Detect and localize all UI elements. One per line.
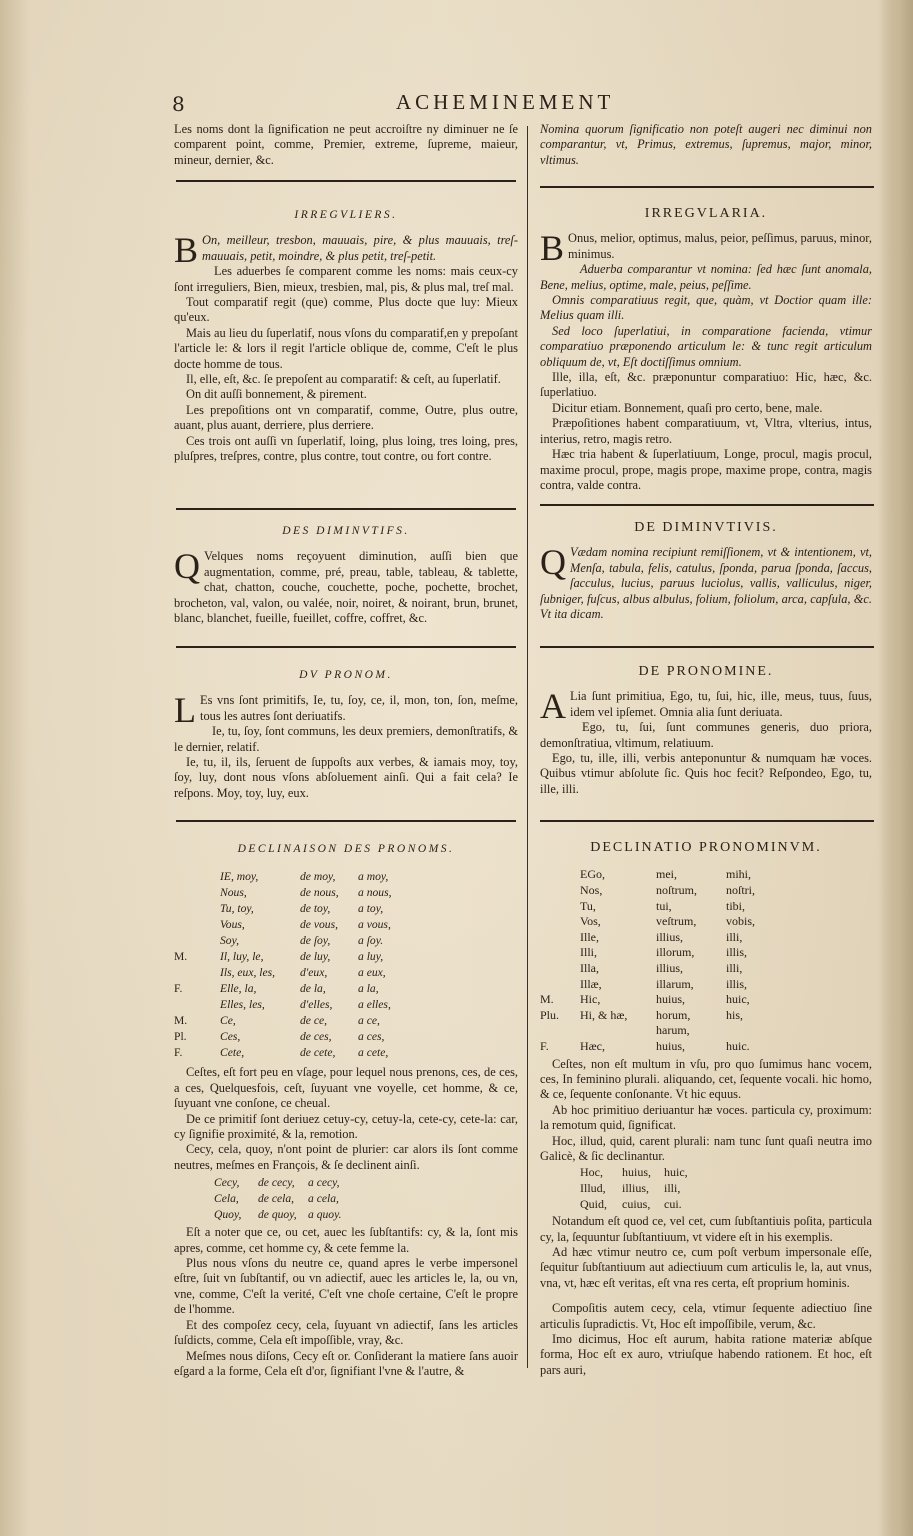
declension-form: a moy, xyxy=(358,870,389,884)
left-declension-p7: Meſmes nous diſons, Cecy eſt or. Conſiderant la matiere ſans auoir eſgard a la forme, Cela eſt d'or, ſignifiant l'vne & l'autre, & xyxy=(174,1348,518,1378)
gender-label xyxy=(174,901,220,917)
declension-form: illius, xyxy=(656,960,684,975)
gender-label xyxy=(540,945,580,961)
gender-label xyxy=(174,965,220,981)
declension-form: Cecy, xyxy=(214,1176,240,1190)
declension-form: Elle, la, xyxy=(220,982,257,996)
declension-row xyxy=(540,945,806,961)
declension-form: de moy, xyxy=(300,870,336,884)
declension-form: huius, xyxy=(656,1038,686,1053)
left-pronoun-p1: Es vns ſont primitifs, Ie, tu, ſoy, ce, il, mon, ton, ſon, meſme, tous les autres ſont deriuatifs. xyxy=(200,693,518,723)
declension-form: illi, xyxy=(664,1180,681,1195)
declension-row xyxy=(540,930,806,946)
declension-form: d'eux, xyxy=(300,966,328,980)
left-intro xyxy=(174,122,518,168)
left-irregular-p1: On, meilleur, tresbon, mauuais, pire, & plus mauuais, treſ-mauuais, petit, moindre, & plus petit, treſ-petit. xyxy=(202,233,518,263)
declension-form: de luy, xyxy=(300,950,331,964)
declension-form: a luy, xyxy=(358,950,384,964)
declension-form: veſtrum, xyxy=(656,914,697,929)
declension-form: de toy, xyxy=(300,902,331,916)
declension-form: de cecy, xyxy=(258,1176,295,1190)
left-irregular-p7: Les prepoſitions ont vn comparatif, comme, Outre, plus outre, auant, plus auant, derriere, plus derriere. xyxy=(174,402,518,433)
right-diminutive-p1: Vædam nomina recipiunt remiſſionem, vt & intentionem, vt, Menſa, tabula, felis, catulus, ſponda, parua ſponda, ſaccus, ſacculus, lucius, paruus luciolus, vallis, valliculus, niger, ſubniger, fuſcus, albus albulus, folium, foliolum, arca, capſula, &c. Vt ita dicam. xyxy=(540,545,872,622)
left-pronoun-title: DV PRONOM. xyxy=(299,669,393,681)
left-pronoun-section xyxy=(174,668,518,801)
left-irregular-p4: Mais au lieu du ſuperlatif, nous vſons du comparatif,en y prepoſant l'article le: & lors il regit l'article oblique de, comme, C'eſt le plus docte homme de tous. xyxy=(174,325,518,371)
running-head: ACHEMINEMENT xyxy=(396,90,615,114)
gender-label xyxy=(540,867,580,883)
section-rule xyxy=(540,504,874,506)
declension-form: his, xyxy=(726,1007,744,1022)
right-pronoun-p2: Ego, tu, ſui, ſunt communes generis, duo priora, demonſtratiua, vltimum, relatiuum. xyxy=(540,720,872,750)
right-pronoun-title: DE PRONOMINE. xyxy=(638,664,774,679)
declension-row xyxy=(540,977,806,993)
declension-row xyxy=(540,961,806,977)
declension-form: de nous, xyxy=(300,886,339,900)
declension-form: noſtrum, xyxy=(656,883,697,897)
right-declension-title: DECLINATIO PRONOMINVM. xyxy=(590,840,822,855)
drop-cap: Q xyxy=(174,546,200,587)
gender-label xyxy=(540,977,580,993)
left-irregular-title: IRREGVLIERS. xyxy=(294,209,398,221)
declension-row xyxy=(580,1181,714,1197)
declension-form: de cela, xyxy=(258,1192,295,1206)
right-irregular-p8: Hæc tria habent & ſuperlatiuum, Longe, procul, magis procul, maxime procul, prope, magis prope, maxime prope, contra, magis contra, valde contra. xyxy=(540,447,872,492)
right-intro-text: Nomina quorum ſignificatio non poteſt augeri nec diminui non comparantur, vt, Primus, extremus, ſupremus, major, minor, vltimus. xyxy=(540,122,872,167)
declension-form: a vous, xyxy=(358,918,391,932)
section-rule xyxy=(176,180,516,182)
gender-label xyxy=(174,869,220,885)
declension-row xyxy=(540,914,806,930)
declension-form: cuius, xyxy=(622,1196,651,1211)
declension-row xyxy=(174,917,428,933)
declension-row xyxy=(174,933,428,949)
declension-form: de vous, xyxy=(300,918,338,932)
gender-label: Plu. xyxy=(540,1007,560,1022)
declension-form: de quoy, xyxy=(258,1208,297,1222)
left-diminutive-title: DES DIMINVTIFS. xyxy=(282,525,410,537)
declension-form: a cecy, xyxy=(308,1176,340,1190)
declension-form: illis, xyxy=(726,976,748,991)
left-neuter-table xyxy=(214,1175,368,1223)
declension-form: Illud, xyxy=(580,1180,606,1195)
declension-row xyxy=(580,1197,714,1213)
left-intro-text: Les noms dont la ſignification ne peut accroiſtre ny diminuer ne ſe comparent point, comme, Premier, extreme, ſupreme, maieur, mineur, dernier, &c. xyxy=(174,122,518,167)
right-irregular-p4: Sed loco ſuperlatiui, in comparatione facienda, vtimur comparatiuo præponendo articulum le: & tunc regit articulum obliquum de, vt, Eſt doctiſſimus omnium. xyxy=(540,323,872,369)
drop-cap: L xyxy=(174,690,196,731)
gender-label xyxy=(540,930,580,946)
left-declension-section xyxy=(174,842,518,1379)
declension-form: a nous, xyxy=(358,886,392,900)
declension-row xyxy=(214,1175,368,1191)
left-declension-p5: Plus nous vſons du neutre ce, quand apres le verbe impersonel eſtre, ſuit vn ſubſtantif, ou vn adiectif, auec les articles le, la, ou vn, vne, comme, C'eſt la verité, C'eſt vne choſe certaine, C'eſt le propre de l'homme. xyxy=(174,1256,518,1317)
left-diminutive-section xyxy=(174,524,518,626)
right-neuter-table xyxy=(580,1165,714,1212)
gender-label: M. xyxy=(174,950,188,964)
declension-form: a cete, xyxy=(358,1046,389,1060)
left-irregular-p5: Il, elle, eſt, &c. ſe prepoſent au comparatif: & ceſt, au ſuperlatif. xyxy=(186,372,501,387)
declension-form: Ils, eux, les, xyxy=(220,966,276,980)
declension-form: Nos, xyxy=(580,883,603,897)
gender-label xyxy=(174,997,220,1013)
right-irregular-p1: Onus, melior, optimus, malus, peior, peſſimus, paruus, minor, minimus. xyxy=(568,231,872,261)
declension-form: illius, xyxy=(656,929,684,944)
declension-form: a la, xyxy=(358,982,379,996)
declension-form: illius, xyxy=(622,1180,650,1195)
declension-form: EGo, xyxy=(580,867,605,882)
declension-row xyxy=(540,1008,806,1039)
declension-form: tibi, xyxy=(726,898,746,913)
declension-form: Hoc, xyxy=(580,1165,603,1180)
declension-form: IE, moy, xyxy=(220,870,259,884)
right-irregular-p3: Omnis comparatiuus regit, que, quàm, vt Doctior quam ille: Melius quam illi. xyxy=(540,293,872,323)
section-rule xyxy=(176,820,516,822)
declension-row xyxy=(540,883,806,899)
declension-form: a toy, xyxy=(358,902,384,916)
right-intro xyxy=(540,122,872,168)
right-irregular-p6: Dicitur etiam. Bonnement, quaſi pro certo, bene, male. xyxy=(552,400,823,415)
gender-label: F. xyxy=(174,982,183,996)
left-pronoun-p2: Ie, tu, ſoy, ſont communs, les deux premiers, demonſtratifs, & le dernier, relatif. xyxy=(174,724,518,754)
declension-row xyxy=(540,992,806,1008)
declension-form: Cela, xyxy=(214,1192,239,1206)
declension-form: Nous, xyxy=(220,886,247,900)
declension-form: a cela, xyxy=(308,1192,339,1206)
gender-label xyxy=(174,933,220,949)
declension-form: huic, xyxy=(726,992,750,1007)
gender-label xyxy=(174,917,220,933)
left-declension-table xyxy=(174,869,428,1061)
declension-form: illis, xyxy=(726,945,748,960)
declension-row xyxy=(174,901,428,917)
right-diminutive-section xyxy=(540,520,872,622)
right-irregular-p2: Aduerba comparantur vt nomina: ſed hæc ſunt anomala, Bene, melius, optime, male, peius, peſſime. xyxy=(540,262,872,292)
declension-form: de ſoy, xyxy=(300,934,331,948)
gender-label: M. xyxy=(174,1014,188,1028)
declension-form: Hic, xyxy=(580,992,601,1007)
right-irregular-title: IRREGVLARIA. xyxy=(644,206,768,221)
left-irregular-p8: Ces trois ont auſſi vn ſuperlatif, loing, plus loing, tres loing, pres, pluſpres, treſpres, contre, plus contre, tout contre, ou fort contre. xyxy=(174,433,518,464)
declension-form: Ille, xyxy=(580,929,599,944)
declension-form: a ce, xyxy=(358,1014,380,1028)
declension-row xyxy=(540,899,806,915)
declension-row xyxy=(174,965,428,981)
declension-form: horum, harum, xyxy=(656,1007,691,1038)
left-declension-p2: De ce primitif ſont deriuez cetuy-cy, cetuy-la, cete-cy, cete-la: car, cy ſignifie proximité, & la, remotion. xyxy=(174,1111,518,1142)
right-pronoun-p1: Lia ſunt primitiua, Ego, tu, ſui, hic, ille, meus, tuus, ſuus, idem vel ipſemet. Omnia alia ſunt deriuata. xyxy=(570,689,872,719)
declension-form: Vous, xyxy=(220,918,245,932)
section-rule xyxy=(176,646,516,648)
declension-form: de cete, xyxy=(300,1046,336,1060)
right-pronoun-p3: Ego, tu, ille, illi, verbis anteponuntur & numquam hæ voces. Quibus vtimur abſolute ſic. Quis hoc fecit? Reſpondeo, Ego, tu, ille, illi. xyxy=(540,751,872,796)
declension-row xyxy=(214,1191,368,1207)
declension-form: Elles, les, xyxy=(220,998,265,1012)
declension-row xyxy=(174,885,428,901)
declension-form: de la, xyxy=(300,982,326,996)
declension-form: huic. xyxy=(726,1038,750,1053)
right-declension-p7: Imo dicimus, Hoc eſt aurum, habita ratione materiæ abſque forma, Hoc eſt ex auro, vtriuſque habendo rationem. Et hoc, eſt pars auri, xyxy=(540,1332,872,1377)
declension-form: Hi, & hæ, xyxy=(580,1007,628,1022)
declension-form: huius, xyxy=(622,1165,652,1180)
right-declension-p5: Ad hæc vtimur neutro ce, cum poſt verbum impersonale eſſe, ſequitur ſubſtantiuum aut adiectiuum cum articulis le, la, aut vnus, vna, vt, hæc eſt veritas, eſt vna res certa, eſt proprium hominis. xyxy=(540,1244,872,1290)
declension-form: huic, xyxy=(664,1165,688,1180)
declension-form: Illi, xyxy=(580,945,597,960)
gender-label xyxy=(174,885,220,901)
declension-form: Tu, toy, xyxy=(220,902,254,916)
declension-row xyxy=(540,1039,806,1055)
gender-label xyxy=(540,883,580,899)
declension-form: illi, xyxy=(726,929,743,944)
declension-form: a elles, xyxy=(358,998,391,1012)
declension-form: a ſoy. xyxy=(358,934,384,948)
gender-label: F. xyxy=(540,1038,549,1053)
gender-label: M. xyxy=(540,992,554,1007)
declension-form: noſtri, xyxy=(726,883,755,897)
right-irregular-section xyxy=(540,206,872,493)
declension-form: de ce, xyxy=(300,1014,328,1028)
right-declension-p6: Compoſitis autem cecy, cela, vtimur ſequente adiectiuo ſine articulis ſupradictis. Vt, Hoc eſt impoſſibile, verum, &c. xyxy=(540,1301,872,1331)
column-divider xyxy=(527,126,528,1368)
gender-label: F. xyxy=(174,1046,183,1060)
declension-form: illorum, xyxy=(656,945,695,960)
declension-row xyxy=(174,1029,428,1045)
left-declension-p4: Eſt a noter que ce, ou cet, auec les ſubſtantifs: cy, & la, ſont mis apres, comme, cet homme cy, & cete femme la. xyxy=(174,1225,518,1255)
gender-label xyxy=(540,914,580,930)
declension-form: d'elles, xyxy=(300,998,333,1012)
declension-row xyxy=(174,949,428,965)
right-declension-p4: Notandum eſt quod ce, vel cet, cum ſubſtantiuis poſita, particula cy, la, ſequuntur ſubſtantiuum, vt videre eſt in his exemplis. xyxy=(540,1214,872,1244)
declension-form: mei, xyxy=(656,867,677,882)
declension-row xyxy=(174,1045,428,1061)
section-rule xyxy=(176,508,516,510)
right-irregular-p7: Præpoſitiones habent comparatiuum, vt, Vltra, vlterius, intus, interius, retro, magis retro. xyxy=(540,416,872,446)
declension-form: a quoy. xyxy=(308,1208,342,1222)
left-diminutive-p1: Velques noms reçoyuent diminution, auſſi bien que augmentation, comme, pré, preau, table, tableau, & tablette, chat, chatton, couche, couchette, poche, pochette, brochet, brocheton, val, valon, ou valée, noir, noiret, & noirant, brun, brunet, blanc, blanchet, fueille, fueillet, coffre, coffret, &c. xyxy=(174,549,518,626)
right-declension-p1: Ceſtes, non eſt multum in vſu, pro quo ſumimus hanc vocem, ces, In feminino plurali. aliquando, cet, ſequente vocali. hic homo, & ce, ſequente conſonante. Vt hic equus. xyxy=(540,1056,872,1102)
left-irregular-section xyxy=(174,208,518,465)
declension-form: Cete, xyxy=(220,1046,245,1060)
declension-form: a eux, xyxy=(358,966,386,980)
declension-form: huius, xyxy=(656,992,686,1007)
facing-page-edge xyxy=(877,0,913,1536)
right-declension-p3: Hoc, illud, quid, carent plurali: nam tunc ſunt quaſi neutra imo Galicè, & ſic declinantur. xyxy=(540,1133,872,1163)
declension-row xyxy=(174,981,428,997)
declension-row xyxy=(174,869,428,885)
left-irregular-p3: Tout comparatif regit (que) comme, Plus docte que luy: Mieux qu'eux. xyxy=(174,295,518,325)
section-rule xyxy=(540,186,874,188)
declension-row xyxy=(214,1207,368,1223)
declension-form: cui. xyxy=(664,1196,682,1211)
right-declension-table xyxy=(540,867,806,1054)
section-rule xyxy=(540,646,874,648)
declension-form: vobis, xyxy=(726,914,756,929)
declension-form: Illa, xyxy=(580,960,599,975)
declension-form: Hæc, xyxy=(580,1038,605,1053)
declension-row xyxy=(540,867,806,883)
gender-label: Pl. xyxy=(174,1030,187,1044)
drop-cap: B xyxy=(540,228,565,269)
declension-form: Quid, xyxy=(580,1196,607,1211)
gender-label xyxy=(540,899,580,915)
drop-cap: B xyxy=(174,230,199,271)
declension-form: Vos, xyxy=(580,914,601,929)
left-irregular-p2: Les aduerbes ſe comparent comme les noms: mais ceux-cy ſont irreguliers, Bien, mieux, tresbien, mal, pis, & plus mal, treſ mal. xyxy=(174,264,518,294)
page-number: 8 xyxy=(172,92,185,116)
section-rule xyxy=(540,820,874,822)
declension-form: Quoy, xyxy=(214,1208,242,1222)
declension-row xyxy=(174,997,428,1013)
declension-form: mihi, xyxy=(726,867,752,882)
declension-form: illi, xyxy=(726,960,743,975)
right-pronoun-section xyxy=(540,664,872,797)
left-pronoun-p3: Ie, tu, il, ils, ſeruent de ſuppoſts aux verbes, & iamais moy, toy, ſoy, luy, dont nous vſons abſoluement ainſi. Qui a fait cela? Ie reſpons. Moy, toy, luy, eux. xyxy=(174,755,518,800)
declension-form: illarum, xyxy=(656,976,694,991)
declension-form: Soy, xyxy=(220,934,239,948)
left-declension-p1: Ceſtes, eſt fort peu en vſage, pour lequel nous prenons, ces, de ces, a ces, Quelquesfois, ceſt, ſuyuant vne voyelle, cet homme, & ce, ſuyuant vne conſone, ce cheual. xyxy=(174,1065,518,1111)
declension-row xyxy=(580,1165,714,1181)
left-declension-p3: Cecy, cela, quoy, n'ont point de plurier: car alors ils ſont comme neutres, meſmes en François, & ſe declinent ainſi. xyxy=(174,1142,518,1172)
declension-form: Ce, xyxy=(220,1014,236,1028)
declension-form: Illæ, xyxy=(580,976,602,991)
right-declension-p2: Ab hoc primitiuo deriuantur hæ voces. particula cy, proximum: la remotum quid, ſignificat. xyxy=(540,1102,872,1133)
drop-cap: A xyxy=(540,686,566,727)
declension-form: tui, xyxy=(656,898,672,913)
right-diminutive-title: DE DIMINVTIVIS. xyxy=(634,520,778,535)
drop-cap: Q xyxy=(540,542,566,583)
gender-label xyxy=(540,961,580,977)
declension-form: Tu, xyxy=(580,898,596,913)
declension-form: de ces, xyxy=(300,1030,332,1044)
right-irregular-p5: Ille, illa, eſt, &c. præponuntur comparatiuo: Hic, hæc, &c. ſuperlatiuo. xyxy=(540,370,872,400)
declension-form: Ces, xyxy=(220,1030,241,1044)
left-declension-p6: Et des compoſez cecy, cela, ſuyuant vn adiectif, ſans les articles ſuſdicts, comme, Cela eſt impoſſible, vray, &c. xyxy=(174,1317,518,1348)
left-irregular-p6: On dit auſſi bonnement, & pirement. xyxy=(186,387,367,402)
right-declension-section xyxy=(540,840,872,1378)
declension-row xyxy=(174,1013,428,1029)
declension-form: a ces, xyxy=(358,1030,385,1044)
declension-form: Il, luy, le, xyxy=(220,950,264,964)
left-declension-title: DECLINAISON DES PRONOMS. xyxy=(237,843,455,855)
